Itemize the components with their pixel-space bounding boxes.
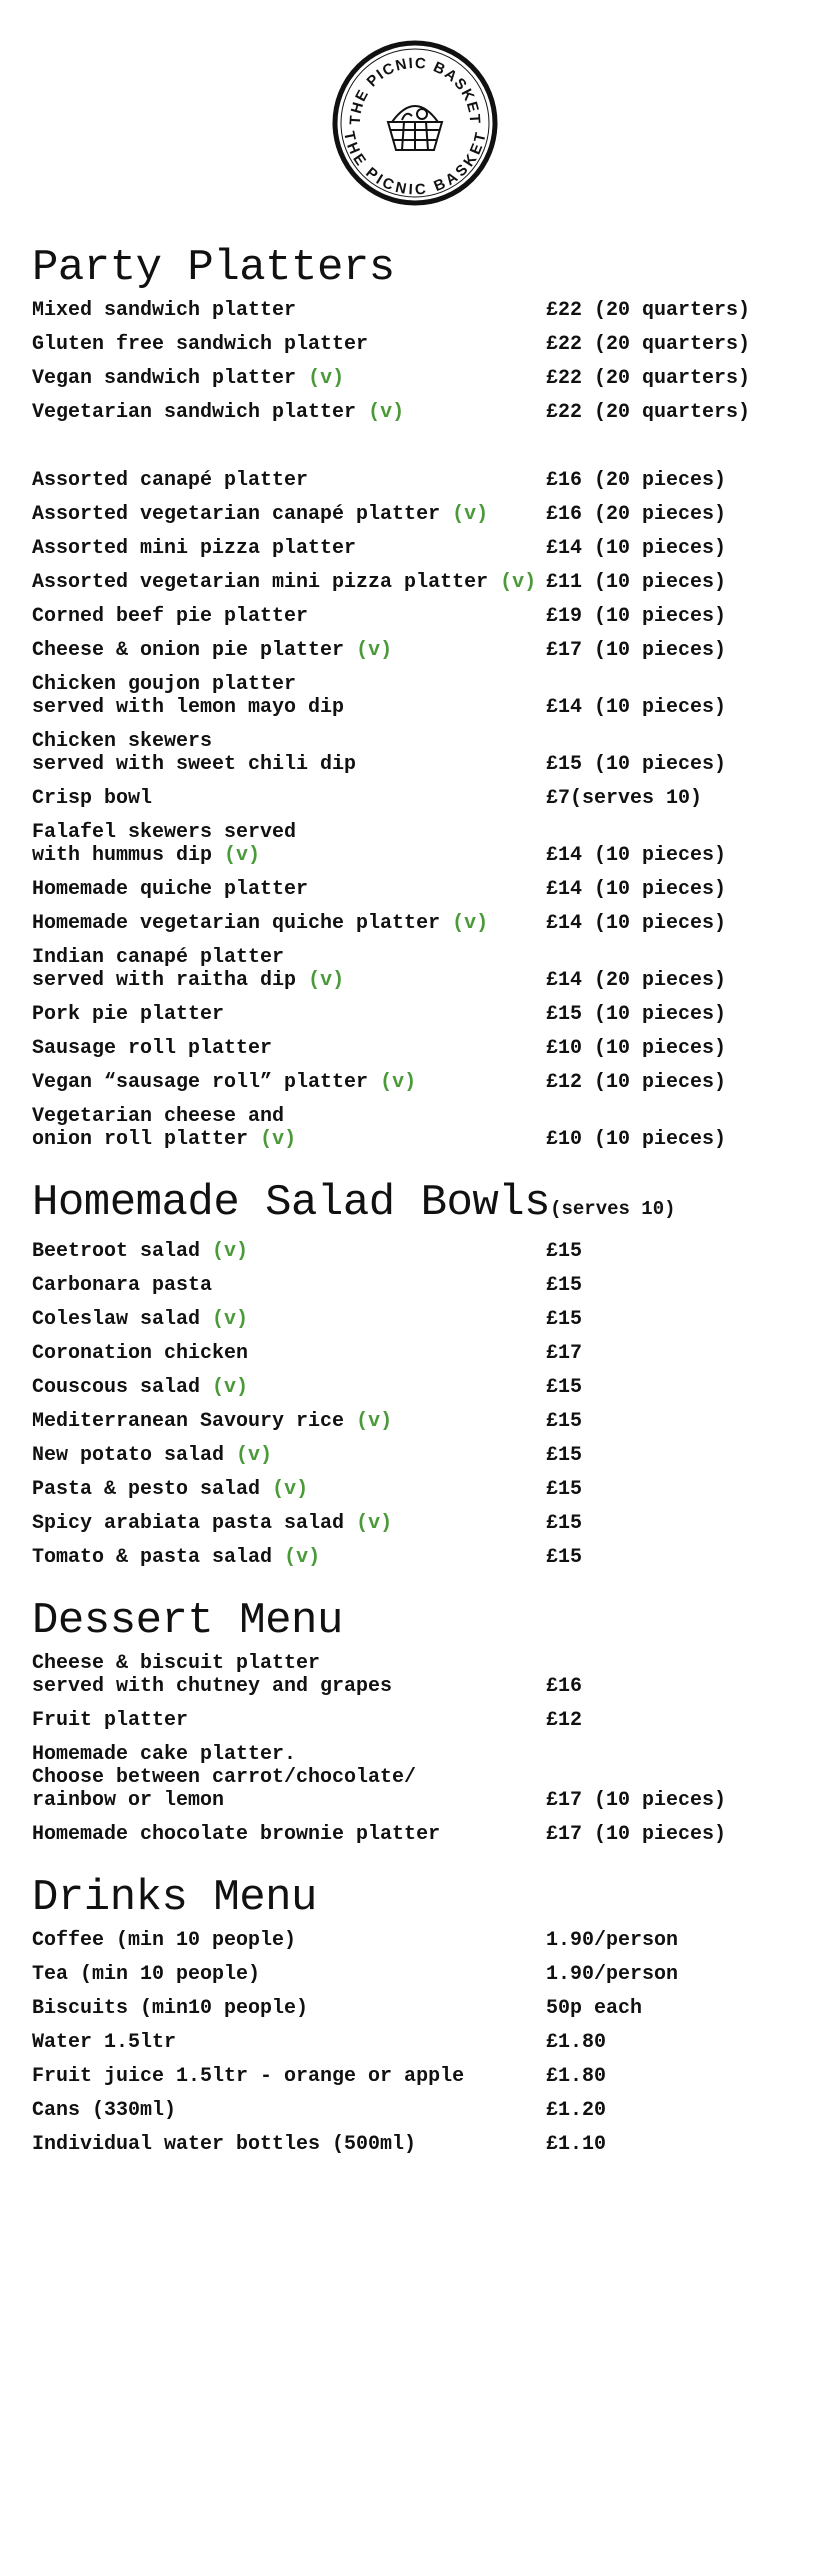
item-price: £14 (10 pieces)	[546, 878, 727, 901]
menu-item	[32, 1235, 812, 1269]
item-price: £1.10	[546, 2133, 607, 2156]
item-name: Tea (min 10 people)	[32, 1963, 261, 1986]
menu-item-list	[32, 464, 812, 1157]
menu-item-list	[32, 1647, 812, 1852]
item-price: £10 (10 pieces)	[546, 1037, 727, 1060]
menu-item	[32, 362, 812, 396]
item-name: Homemade quiche platter	[32, 878, 309, 901]
item-price: £15	[546, 1410, 583, 1433]
item-price: £22 (20 quarters)	[546, 401, 751, 424]
item-price: £1.80	[546, 2065, 607, 2088]
menu-item	[32, 1992, 812, 2026]
menu-item	[32, 2094, 812, 2128]
item-name: Couscous salad (v)	[32, 1376, 249, 1399]
menu-item	[32, 1541, 812, 1575]
item-name: Homemade chocolate brownie platter	[32, 1823, 441, 1846]
menu-item	[32, 725, 812, 782]
section-title: Homemade Salad Bowls(serves 10)	[32, 1178, 676, 1228]
menu-item	[32, 2026, 812, 2060]
item-price: £15	[546, 1274, 583, 1297]
item-name: Cans (330ml)	[32, 2099, 177, 2122]
item-price: £10 (10 pieces)	[546, 1128, 727, 1151]
item-name: Individual water bottles (500ml)	[32, 2133, 417, 2156]
item-price: £15	[546, 1308, 583, 1331]
vegetarian-badge: (v)	[308, 367, 345, 390]
item-name: Coleslaw salad (v)	[32, 1308, 249, 1331]
menu-item	[32, 1507, 812, 1541]
vegetarian-badge: (v)	[452, 503, 489, 526]
menu-item	[32, 1439, 812, 1473]
menu-item	[32, 1958, 812, 1992]
vegetarian-badge: (v)	[212, 1376, 249, 1399]
vegetarian-badge: (v)	[452, 912, 489, 935]
item-price: £15 (10 pieces)	[546, 1003, 727, 1026]
menu-section	[32, 1852, 812, 2162]
menu-item-list	[32, 294, 812, 430]
item-price: £15	[546, 1478, 583, 1501]
item-price: £17 (10 pieces)	[546, 1789, 727, 1812]
menu-section	[32, 1575, 812, 1852]
menu-item	[32, 1704, 812, 1738]
item-price: £22 (20 quarters)	[546, 299, 751, 322]
item-price: £16 (20 pieces)	[546, 503, 727, 526]
section-title: Drinks Menu	[32, 1873, 317, 1923]
vegetarian-badge: (v)	[356, 639, 393, 662]
menu-section	[32, 242, 812, 1157]
vegetarian-badge: (v)	[236, 1444, 273, 1467]
vegetarian-badge: (v)	[272, 1478, 309, 1501]
menu-item	[32, 1647, 812, 1704]
menu-item	[32, 498, 812, 532]
item-name: Mixed sandwich platter	[32, 299, 297, 322]
item-price: £22 (20 quarters)	[546, 367, 751, 390]
item-price: £1.20	[546, 2099, 607, 2122]
vegetarian-badge: (v)	[212, 1308, 249, 1331]
item-name: Vegan sandwich platter (v)	[32, 367, 345, 390]
menu-item	[32, 1473, 812, 1507]
item-name: Tomato & pasta salad (v)	[32, 1546, 321, 1569]
item-price: £22 (20 quarters)	[546, 333, 751, 356]
menu-item	[32, 816, 812, 873]
menu-item	[32, 2128, 812, 2162]
item-name: Coronation chicken	[32, 1342, 249, 1365]
picnic-basket-icon	[388, 106, 442, 150]
item-name: Vegetarian cheese and onion roll platter (v)	[32, 1105, 297, 1151]
vegetarian-badge: (v)	[308, 969, 345, 992]
item-price: £12 (10 pieces)	[546, 1071, 727, 1094]
menu-item	[32, 294, 812, 328]
item-price: £15	[546, 1546, 583, 1569]
item-name: Corned beef pie platter	[32, 605, 309, 628]
item-name: New potato salad (v)	[32, 1444, 273, 1467]
menu-section	[32, 1157, 812, 1575]
menu-item	[32, 1303, 812, 1337]
item-price: £14 (10 pieces)	[546, 912, 727, 935]
menu-item	[32, 2060, 812, 2094]
menu-item-list	[32, 1924, 812, 2162]
item-name: Chicken goujon platter served with lemon mayo dip	[32, 673, 345, 719]
svg-text:THE PICNIC BASKET: THE PICNIC BASKET	[340, 129, 490, 199]
vegetarian-badge: (v)	[368, 401, 405, 424]
item-name: Assorted mini pizza platter	[32, 537, 357, 560]
item-name: Sausage roll platter	[32, 1037, 273, 1060]
section-note: (serves 10)	[550, 1198, 676, 1220]
item-price: £19 (10 pieces)	[546, 605, 727, 628]
menu-item	[32, 668, 812, 725]
item-name: Assorted vegetarian canapé platter (v)	[32, 503, 489, 526]
vegetarian-badge: (v)	[500, 571, 537, 594]
menu-item	[32, 1371, 812, 1405]
item-price: £15 (10 pieces)	[546, 753, 727, 776]
item-price: 1.90/person	[546, 1929, 679, 1952]
item-name: Fruit juice 1.5ltr - orange or apple	[32, 2065, 465, 2088]
menu-item	[32, 782, 812, 816]
item-price: £15	[546, 1512, 583, 1535]
menu-item	[32, 1032, 812, 1066]
vegetarian-badge: (v)	[380, 1071, 417, 1094]
item-name: Homemade cake platter. Choose between carrot/chocolate/ rainbow or lemon	[32, 1743, 417, 1812]
section-title: Party Platters	[32, 243, 395, 293]
item-name: Beetroot salad (v)	[32, 1240, 249, 1263]
menu-item-list	[32, 1235, 812, 1575]
menu-item	[32, 600, 812, 634]
item-price: £14 (10 pieces)	[546, 844, 727, 867]
menu-item	[32, 1818, 812, 1852]
item-price: £15	[546, 1444, 583, 1467]
item-name: Carbonara pasta	[32, 1274, 213, 1297]
menu-item	[32, 1269, 812, 1303]
item-name: Mediterranean Savoury rice (v)	[32, 1410, 393, 1433]
item-name: Water 1.5ltr	[32, 2031, 177, 2054]
item-price: £15	[546, 1376, 583, 1399]
item-price: £14 (10 pieces)	[546, 696, 727, 719]
menu-item	[32, 396, 812, 430]
item-name: Falafel skewers served with hummus dip (v)	[32, 821, 297, 867]
menu-item	[32, 941, 812, 998]
item-price: 50p each	[546, 1997, 643, 2020]
menu-item	[32, 1405, 812, 1439]
item-name: Crisp bowl	[32, 787, 153, 810]
vegetarian-badge: (v)	[224, 844, 261, 867]
menu-item	[32, 1738, 812, 1818]
item-price: £14 (10 pieces)	[546, 537, 727, 560]
item-name: Homemade vegetarian quiche platter (v)	[32, 912, 489, 935]
menu-item	[32, 464, 812, 498]
item-name: Cheese & onion pie platter (v)	[32, 639, 393, 662]
vegetarian-badge: (v)	[212, 1240, 249, 1263]
item-name: Indian canapé platter served with raitha dip (v)	[32, 946, 345, 992]
catering-menu	[32, 242, 812, 2162]
vegetarian-badge: (v)	[284, 1546, 321, 1569]
item-price: £17 (10 pieces)	[546, 1823, 727, 1846]
item-name: Pork pie platter	[32, 1003, 225, 1026]
item-price: £12	[546, 1709, 583, 1732]
menu-item	[32, 907, 812, 941]
menu-item	[32, 532, 812, 566]
item-name: Gluten free sandwich platter	[32, 333, 369, 356]
item-price: £7(serves 10)	[546, 787, 703, 810]
item-name: Fruit platter	[32, 1709, 189, 1732]
menu-item	[32, 1337, 812, 1371]
item-name: Cheese & biscuit platter served with chutney and grapes	[32, 1652, 393, 1698]
item-price: £15	[546, 1240, 583, 1263]
item-name: Assorted vegetarian mini pizza platter (v)	[32, 571, 537, 594]
item-price: £17	[546, 1342, 583, 1365]
section-title: Dessert Menu	[32, 1596, 343, 1646]
menu-item	[32, 634, 812, 668]
vegetarian-badge: (v)	[260, 1128, 297, 1151]
item-name: Vegetarian sandwich platter (v)	[32, 401, 405, 424]
menu-item	[32, 873, 812, 907]
vegetarian-badge: (v)	[356, 1410, 393, 1433]
item-price: £14 (20 pieces)	[546, 969, 727, 992]
item-price: £16	[546, 1675, 583, 1698]
item-name: Vegan “sausage roll” platter (v)	[32, 1071, 417, 1094]
menu-item	[32, 1066, 812, 1100]
menu-item	[32, 1924, 812, 1958]
item-name: Assorted canapé platter	[32, 469, 309, 492]
menu-item	[32, 328, 812, 362]
item-name: Coffee (min 10 people)	[32, 1929, 297, 1952]
menu-item	[32, 998, 812, 1032]
item-price: 1.90/person	[546, 1963, 679, 1986]
menu-item	[32, 566, 812, 600]
svg-text:THE PICNIC BASKET: THE PICNIC BASKET	[346, 54, 484, 126]
item-price: £11 (10 pieces)	[546, 571, 727, 594]
item-name: Pasta & pesto salad (v)	[32, 1478, 309, 1501]
item-price: £1.80	[546, 2031, 607, 2054]
item-price: £16 (20 pieces)	[546, 469, 727, 492]
picnic-basket-logo	[330, 38, 500, 208]
item-name: Chicken skewers served with sweet chili dip	[32, 730, 357, 776]
item-price: £17 (10 pieces)	[546, 639, 727, 662]
vegetarian-badge: (v)	[356, 1512, 393, 1535]
item-name: Biscuits (min10 people)	[32, 1997, 309, 2020]
item-name: Spicy arabiata pasta salad (v)	[32, 1512, 393, 1535]
menu-item	[32, 1100, 812, 1157]
